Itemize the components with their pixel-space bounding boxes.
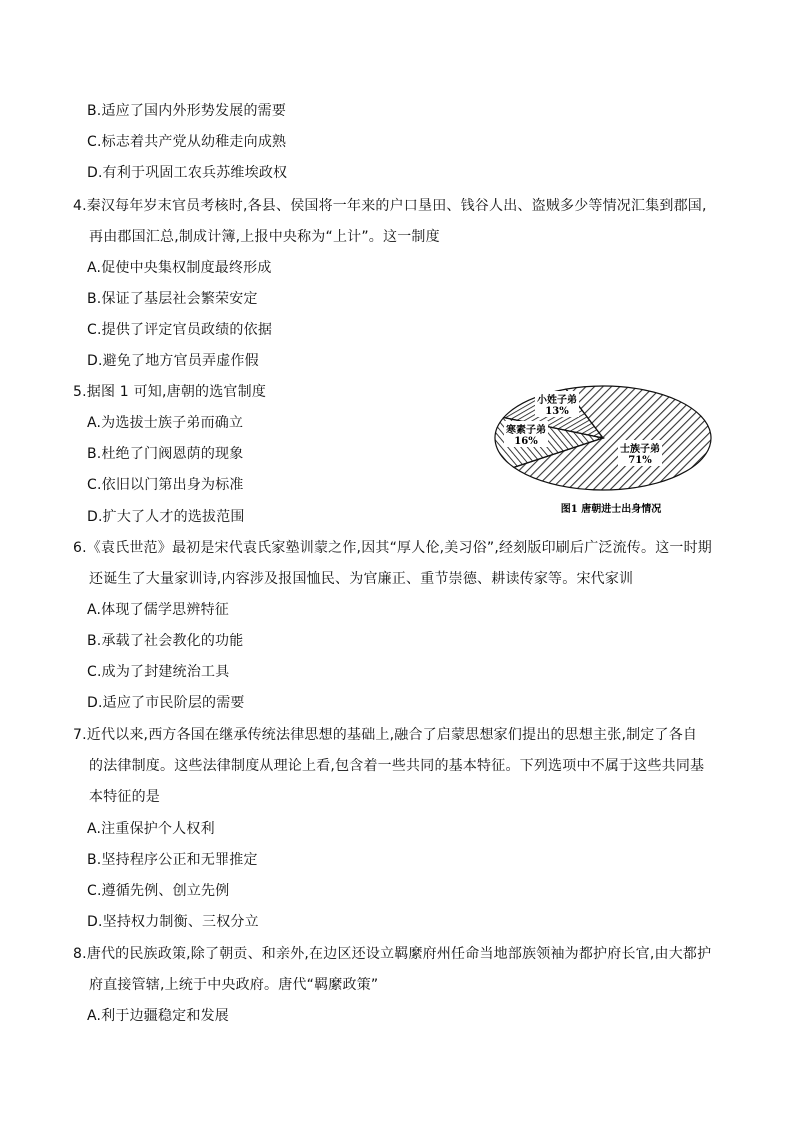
- q8-stem: 8.唐代的民族政策,除了朝贡、和亲外,在边区还设立羁縻府州任命当地部族领袖为都护府长官,由大都护: [73, 946, 712, 962]
- q5-option-b: B.杜绝了门阀恩荫的现象: [87, 446, 244, 462]
- q6-option-a: A.体现了儒学思辨特征: [87, 602, 229, 618]
- q3-option-b: B.适应了国内外形势发展的需要: [87, 103, 287, 119]
- q5-option-c: C.依旧以门第出身为标准: [87, 477, 244, 493]
- slice-shizu-value-label: 71%: [628, 455, 652, 466]
- q4-option-a: A.促使中央集权制度最终形成: [87, 260, 272, 276]
- q7-option-a: A.注重保护个人权利: [87, 821, 215, 837]
- q6-stem: 6.《袁氏世范》最初是宋代袁氏家塾训蒙之作,因其“厚人伦,美习俗”,经刻版印刷后广泛流传。这一时期: [73, 540, 713, 556]
- slice-shizu-category-label: 士族子弟: [620, 444, 660, 455]
- q5-stem: 5.据图 1 可知,唐朝的选官制度: [73, 384, 267, 400]
- q4-stem-cont: 再由郡国汇总,制成计簿,上报中央称为“上计”。这一制度: [89, 229, 440, 245]
- q7-option-c: C.遵循先例、创立先例: [87, 883, 230, 899]
- q6-option-d: D.适应了市民阶层的需要: [87, 695, 245, 711]
- q7-option-b: B.坚持程序公正和无罪推定: [87, 852, 258, 868]
- q7-stem-cont2: 本特征的是: [89, 789, 160, 805]
- q8-stem-cont: 府直接管辖,上统于中央政府。唐代“羁縻政策”: [89, 977, 379, 993]
- q7-stem: 7.近代以来,西方各国在继承传统法律思想的基础上,融合了启蒙思想家们提出的思想主张,制定了各自: [73, 727, 698, 743]
- q6-option-b: B.承载了社会教化的功能: [87, 633, 244, 649]
- q3-option-c: C.标志着共产党从幼稚走向成熟: [87, 134, 287, 150]
- q4-option-c: C.提供了评定官员政绩的依据: [87, 322, 273, 338]
- q7-stem-cont1: 的法律制度。这些法律制度从理论上看,包含着一些共同的基本特征。下列选项中不属于这些共同基: [89, 758, 705, 774]
- slice-xiaoxing-value-label: 13%: [545, 406, 569, 417]
- pie-chart-figure: [490, 380, 716, 520]
- q4-option-b: B.保证了基层社会繁荣安定: [87, 291, 258, 307]
- slice-xiaoxing-category-label: 小姓子弟: [537, 395, 577, 406]
- q4-option-d: D.避免了地方官员弄虚作假: [87, 353, 259, 369]
- slice-hansu-value-label: 16%: [514, 436, 538, 447]
- chart-title: 图1 唐朝进士出身情况: [560, 504, 662, 515]
- q7-option-d: D.坚持权力制衡、三权分立: [87, 914, 259, 930]
- q8-option-a: A.利于边疆稳定和发展: [87, 1008, 229, 1024]
- pie-chart: [490, 380, 716, 520]
- q5-option-d: D.扩大了人才的选拔范围: [87, 509, 245, 525]
- q5-option-a: A.为选拔士族子弟而确立: [87, 415, 244, 431]
- q6-stem-cont: 还诞生了大量家训诗,内容涉及报国恤民、为官廉正、重节崇德、耕读传家等。宋代家训: [89, 571, 634, 587]
- slice-hansu-category-label: 寒素子弟: [506, 425, 546, 436]
- q3-option-d: D.有利于巩固工农兵苏维埃政权: [87, 165, 288, 181]
- q6-option-c: C.成为了封建统治工具: [87, 664, 230, 680]
- q4-stem: 4.秦汉每年岁末官员考核时,各县、侯国将一年来的户口垦田、钱谷人出、盗贼多少等情况汇集到郡国,: [73, 198, 707, 214]
